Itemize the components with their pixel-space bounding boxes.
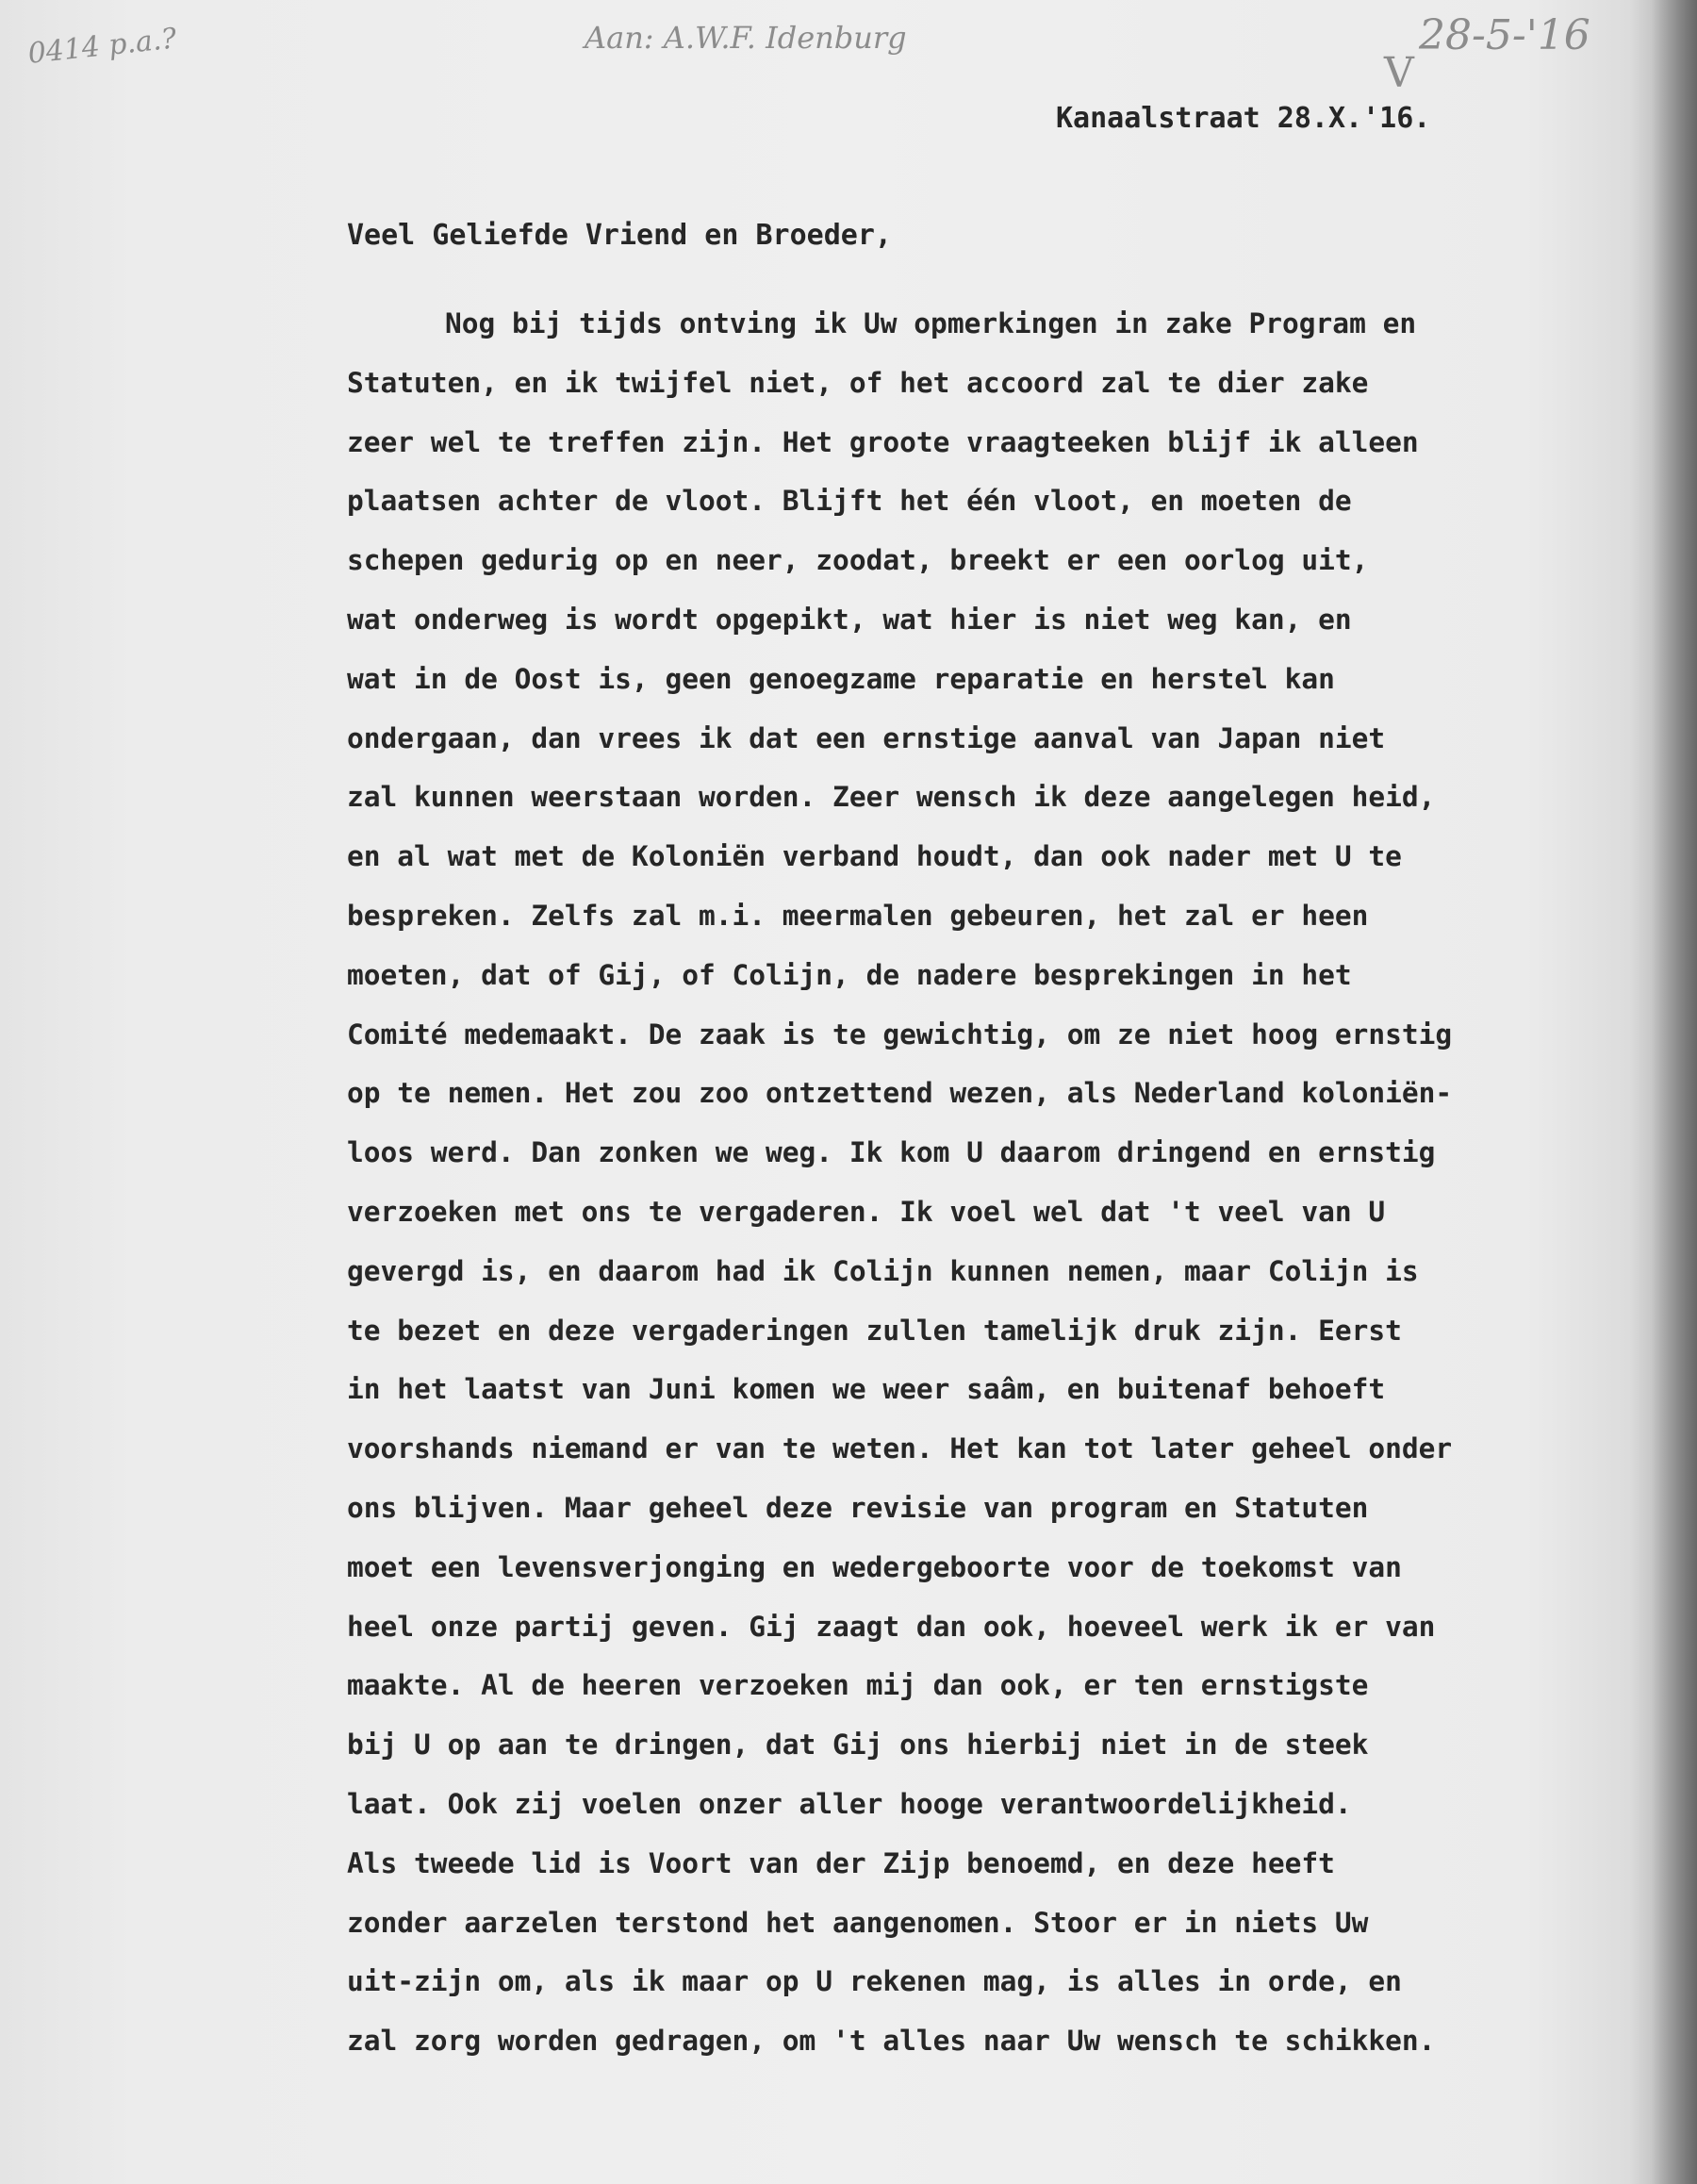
body-line: Statuten, en ik twijfel niet, of het accoord zal te dier zake — [347, 366, 1369, 399]
body-line: moet een levensverjonging en wedergeboorte voor de toekomst van — [347, 1550, 1402, 1583]
body-line: en al wat met de Koloniën verband houdt, dan ook nader met U te — [347, 840, 1402, 873]
body-line: zonder aarzelen terstond het aangenomen. Stoor er in niets Uw — [347, 1906, 1369, 1939]
body-line: voorshands niemand er van te weten. Het kan tot later geheel onder — [347, 1432, 1453, 1465]
body-line: ondergaan, dan vrees ik dat een ernstige aanval van Japan niet — [347, 721, 1386, 754]
body-line: gevergd is, en daarom had ik Colijn kunnen nemen, maar Colijn is — [347, 1254, 1419, 1287]
body-line: Nog bij tijds ontving ik Uw opmerkingen in zake Program en — [445, 307, 1417, 339]
body-line: schepen gedurig op en neer, zoodat, breekt er een oorlog uit, — [347, 544, 1369, 577]
body-line: in het laatst van Juni komen we weer saâm, en buitenaf behoeft — [347, 1373, 1386, 1406]
body-line: maakte. Al de heeren verzoeken mij dan ook, er ten ernstigste — [347, 1669, 1369, 1702]
body-line: wat in de Oost is, geen genoegzame reparatie en herstel kan — [347, 662, 1335, 695]
body-line: te bezet en deze vergaderingen zullen tamelijk druk zijn. Eerst — [347, 1314, 1402, 1347]
salutation: Veel Geliefde Vriend en Broeder, — [347, 219, 892, 252]
body-line: moeten, dat of Gij, of Colijn, de nadere besprekingen in het — [347, 958, 1352, 991]
archive-reference: 0414 p.a.? — [26, 22, 178, 71]
body-line: wat onderweg is wordt opgepikt, wat hier is niet weg kan, en — [347, 603, 1352, 636]
body-line: zal kunnen weerstaan worden. Zeer wensch ik deze aangelegen heid, — [347, 781, 1436, 814]
body-line: uit-zijn om, als ik maar op U rekenen mag, is alles in orde, en — [347, 1965, 1402, 1998]
date-note: 28-5-'16 — [1419, 11, 1590, 59]
body-line: Als tweede lid is Voort van der Zijp benoemd, en deze heeft — [347, 1846, 1335, 1879]
body-line: bij U op aan te dringen, dat Gij ons hierbij niet in de steek — [347, 1729, 1369, 1762]
body-line: zeer wel te treffen zijn. Het groote vraagteeken blijf ik alleen — [347, 425, 1419, 458]
page-edge-shadow — [1652, 0, 1697, 2184]
recipient-note: Aan: A.W.F. Idenburg — [585, 20, 907, 56]
letter-body — [347, 294, 1452, 2071]
check-mark: V — [1384, 49, 1414, 97]
body-line: Comité medemaakt. De zaak is te gewichtig, om ze niet hoog ernstig — [347, 1018, 1453, 1051]
body-line: verzoeken met ons te vergaderen. Ik voel wel dat 't veel van U — [347, 1195, 1386, 1228]
body-line: laat. Ook zij voelen onzer aller hooge verantwoordelijkheid. — [347, 1787, 1352, 1820]
body-line: zal zorg worden gedragen, om 't alles naar Uw wensch te schikken. — [347, 2025, 1436, 2058]
body-line: bespreken. Zelfs zal m.i. meermalen gebeuren, het zal er heen — [347, 899, 1369, 932]
body-line: ons blijven. Maar geheel deze revisie van program en Statuten — [347, 1491, 1369, 1524]
body-line: loos werd. Dan zonken we weg. Ik kom U daarom dringend en ernstig — [347, 1136, 1436, 1169]
body-line: heel onze partij geven. Gij zaagt dan ook, hoeveel werk ik er van — [347, 1610, 1436, 1643]
body-line: plaatsen achter de vloot. Blijft het één vloot, en moeten de — [347, 485, 1352, 518]
place-date: Kanaalstraat 28.X.'16. — [1056, 102, 1431, 135]
body-line: op te nemen. Het zou zoo ontzettend wezen, als Nederland koloniën- — [347, 1077, 1453, 1110]
